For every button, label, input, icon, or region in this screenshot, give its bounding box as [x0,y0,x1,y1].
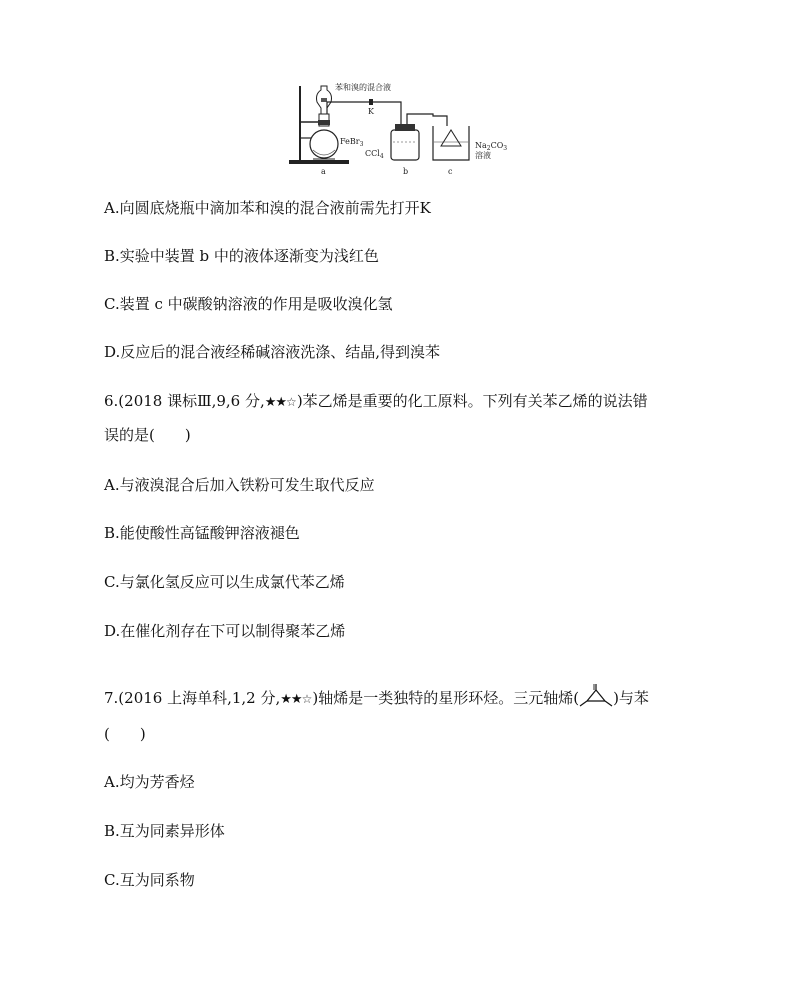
q6-prefix: 6.(2018 课标Ⅲ,9,6 分, [104,392,265,410]
q6-stem-line2: 误的是( ) [104,426,191,444]
label-ccl4: CCl$_4$ [365,149,384,160]
label-solution: 溶液 [475,151,491,160]
beaker-c [433,126,469,160]
q7-prefix: 7.(2016 上海单科,1,2 分, [104,689,281,707]
bottle-b [391,130,419,160]
q5-option-b: B.实验中装置 b 中的液体逐渐变为浅红色 [104,247,379,265]
q7-stem-line1 [104,683,649,712]
difficulty-stars: ★★ [280,692,302,707]
stand-base [289,160,349,164]
q6-option-c: C.与氯化氢反应可以生成氯代苯乙烯 [104,573,345,591]
label-mixture: 苯和溴的混合液 [335,83,391,92]
difficulty-stars: ★★ [264,395,287,410]
flask-liquid [313,150,335,155]
apparatus-diagram [283,80,513,176]
q5-option-c: C.装置 c 中碳酸钠溶液的作用是吸收溴化氢 [104,295,393,313]
label-c: c [448,167,453,176]
tube-a-to-b [327,102,401,128]
apparatus-figure [283,80,513,176]
round-bottom-flask [310,130,338,158]
q6-option-d: D.在催化剂存在下可以制得聚苯乙烯 [104,622,346,640]
radialene-structure-icon [579,683,613,712]
q6-option-a: A.与液溴混合后加入铁粉可发生取代反应 [104,476,375,494]
funnel-stopcock [321,98,327,102]
q6-suffix: )苯乙烯是重要的化工原料。下列有关苯乙烯的说法错 [296,392,648,410]
bottle-b-stopper [395,124,415,131]
q7-stem-line2: ( ) [104,725,146,743]
inverted-funnel [441,130,461,146]
q7-option-c: C.互为同系物 [104,871,195,889]
label-na2co3: $Na_2CO_3$ [475,141,508,152]
q7-mid: )轴烯是一类独特的星形环烃。三元轴烯( [312,689,580,707]
flask-stopper [318,120,330,125]
star-hollow-icon: ☆ [301,692,313,706]
star-hollow-icon: ☆ [286,395,297,409]
q6-option-b: B.能使酸性高锰酸钾溶液褪色 [104,524,300,542]
label-febr3: FeBr$_3$ [340,137,364,148]
q7-option-b: B.互为同素异形体 [104,822,225,840]
q5-option-a: A.向圆底烧瓶中滴加苯和溴的混合液前需先打开K [104,199,431,217]
label-k: K [368,107,374,116]
valve-k [369,99,373,105]
q7-option-a: A.均为芳香烃 [104,773,195,791]
q7-suffix: )与苯 [613,689,649,707]
stand-rod [299,86,301,162]
label-b: b [403,167,409,176]
q6-stem-line1 [104,391,648,413]
q5-option-d: D.反应后的混合液经稀碱溶液洗涤、结晶,得到溴苯 [104,343,441,361]
label-a: a [321,167,326,176]
